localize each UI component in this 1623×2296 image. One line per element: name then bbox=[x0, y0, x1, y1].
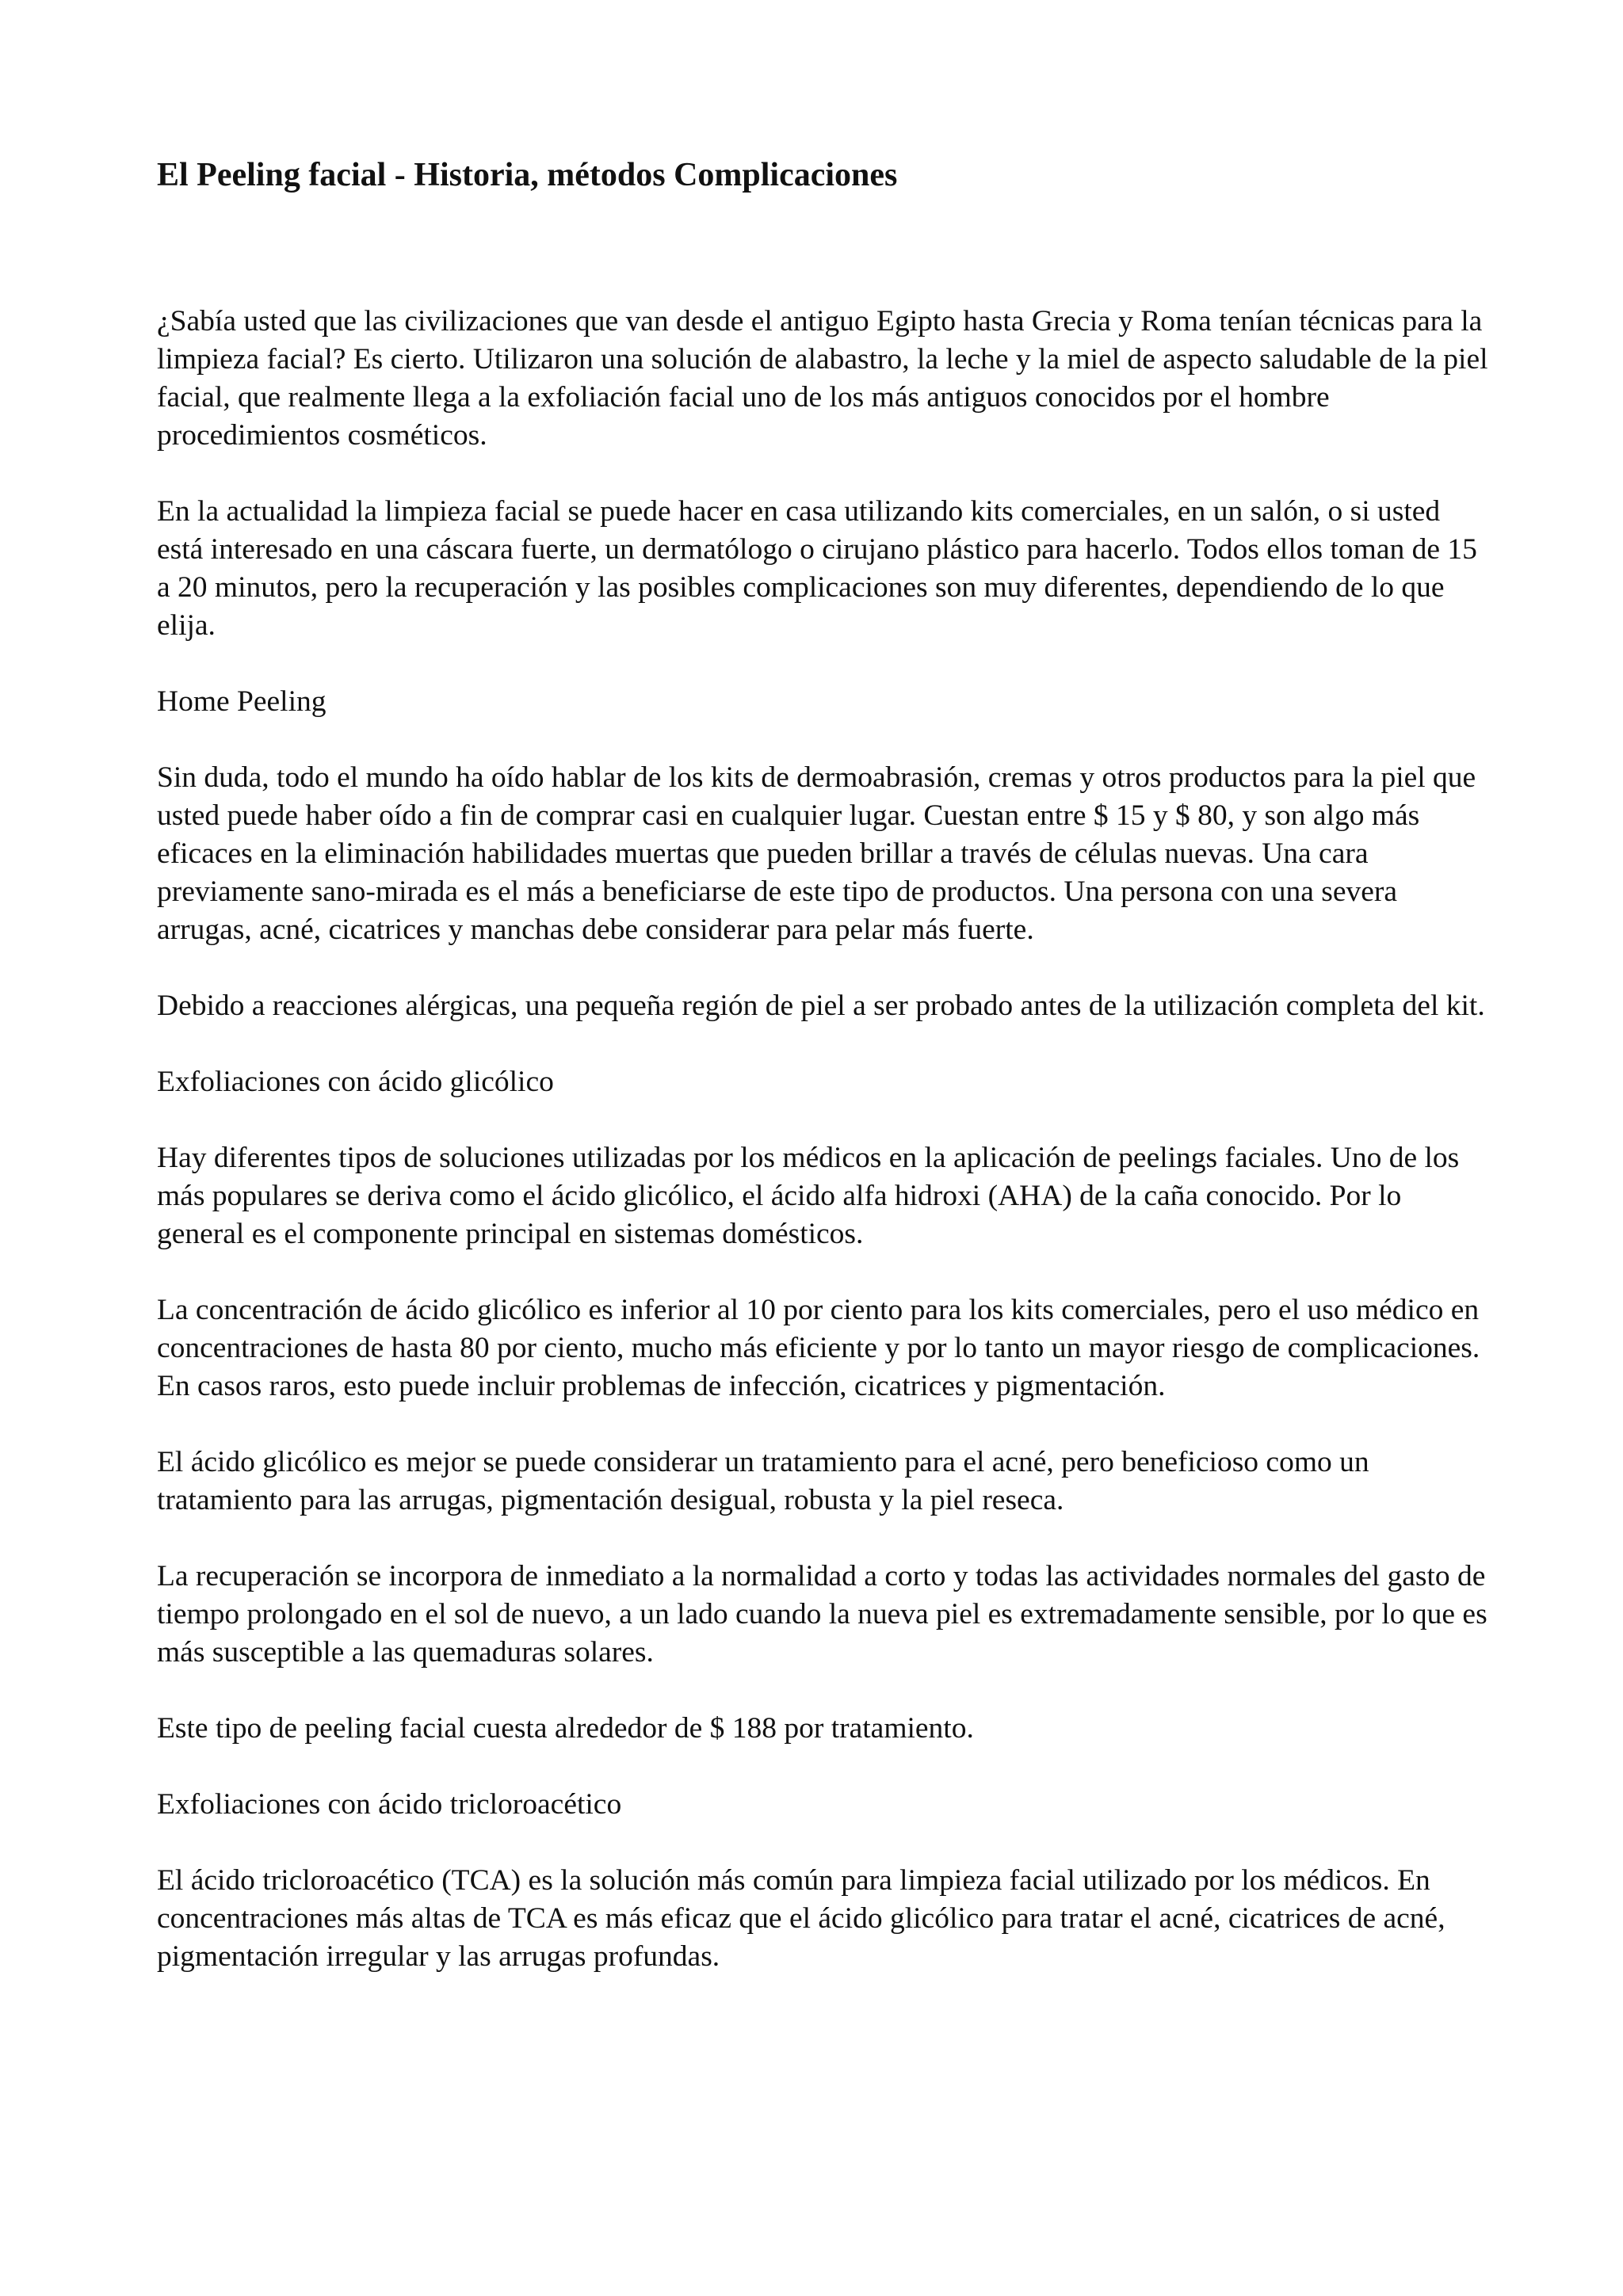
paragraph-concentracion: La concentración de ácido glicólico es inferior al 10 por ciento para los kits comerciales, pero el uso médico en concentraciones de hasta 80 por ciento, mucho más eficiente y por lo tanto un mayor riesgo de complicaciones. En casos raros, esto puede incluir problemas de infección, cicatrices y pigmentación. bbox=[157, 1294, 1480, 1403]
paragraph-costo: Este tipo de peeling facial cuesta alrededor de $ 188 por tratamiento. bbox=[157, 1712, 974, 1745]
paragraph-intro: ¿Sabía usted que las civilizaciones que van desde el antiguo Egipto hasta Grecia y Roma tenían técnicas para la limpieza facial? Es cierto. Utilizaron una solución de alabastro, la leche y la miel de aspecto saludable de la piel facial, que realmente llega a la exfoliación facial uno de los más antiguos conocidos por el hombre procedimientos cosméticos. bbox=[157, 305, 1488, 452]
section-heading-home-peeling: Home Peeling bbox=[157, 685, 327, 719]
paragraph-recuperacion: La recuperación se incorpora de inmediato a la normalidad a corto y todas las actividades normales del gasto de tiempo prolongado en el sol de nuevo, a un lado cuando la nueva piel es extremadamente sensible, por lo que es más susceptible a las quemaduras solares. bbox=[157, 1560, 1487, 1669]
paragraph-tratamiento-acne: El ácido glicólico es mejor se puede considerar un tratamiento para el acné, pero beneficioso como un tratamiento para las arrugas, pigmentación desigual, robusta y la piel reseca. bbox=[157, 1446, 1369, 1517]
paragraph-tca: El ácido tricloroacético (TCA) es la solución más común para limpieza facial utilizado por los médicos. En concentraciones más altas de TCA es más eficaz que el ácido glicólico para tratar el acné, cicatrices de acné, pigmentación irregular y las arrugas profundas. bbox=[157, 1864, 1445, 1974]
document-body bbox=[157, 303, 1488, 1976]
section-heading-acido-tricloroacetico: Exfoliaciones con ácido tricloroacético bbox=[157, 1788, 622, 1821]
document-content bbox=[157, 155, 1488, 2014]
paragraph-tipos-soluciones: Hay diferentes tipos de soluciones utilizadas por los médicos en la aplicación de peelings faciales. Uno de los más populares se deriva como el ácido glicólico, el ácido alfa hidroxi (AHA) de la caña conocido. Por lo general es el componente principal en sistemas domésticos. bbox=[157, 1142, 1460, 1251]
section-heading-acido-glicolico: Exfoliaciones con ácido glicólico bbox=[157, 1066, 554, 1099]
paragraph-alergias: Debido a reacciones alérgicas, una pequeña región de piel a ser probado antes de la utilización completa del kit. bbox=[157, 990, 1485, 1023]
document-title: El Peeling facial - Historia, métodos Complicaciones bbox=[157, 157, 898, 193]
paragraph-kits: Sin duda, todo el mundo ha oído hablar de los kits de dermoabrasión, cremas y otros productos para la piel que usted puede haber oído a fin de comprar casi en cualquier lugar. Cuestan entre $ 15 y $ 80, y son algo más eficaces en la eliminación habilidades muertas que pueden brillar a través de células nuevas. Una cara previamente sano-mirada es el más a beneficiarse de este tipo de productos. Una persona con una severa arrugas, acné, cicatrices y manchas debe considerar para pelar más fuerte. bbox=[157, 761, 1476, 947]
paragraph-actualidad: En la actualidad la limpieza facial se puede hacer en casa utilizando kits comerciales, en un salón, o si usted está interesado en una cáscara fuerte, un dermatólogo o cirujano plástico para hacerlo. Todos ellos toman de 15 a 20 minutos, pero la recuperación y las posibles complicaciones son muy diferentes, dependiendo de lo que elija. bbox=[157, 495, 1477, 643]
